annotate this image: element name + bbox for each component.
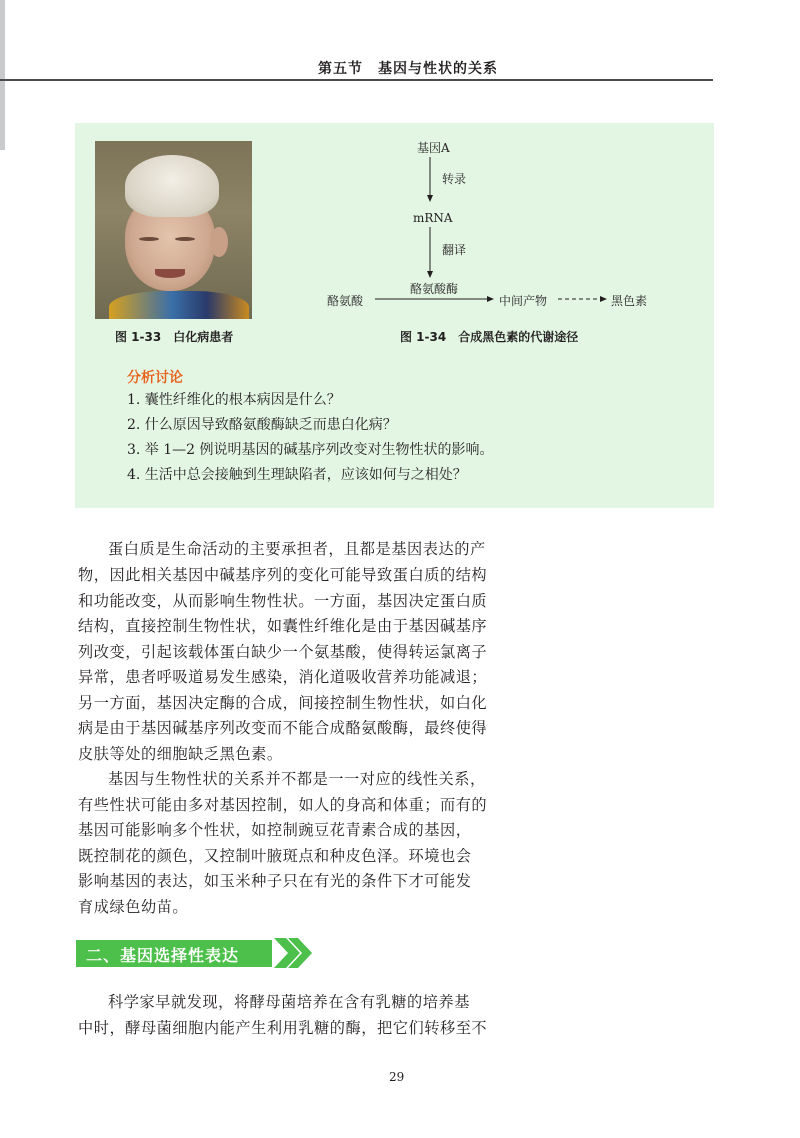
text-line: 有些性状可能由多对基因控制，如人的身高和体重；而有的	[78, 796, 488, 814]
text-line: 结构，直接控制生物性状，如囊性纤维化是由于基因碱基序	[78, 617, 488, 635]
pathway-arrows	[325, 137, 665, 317]
translation-label: 翻译	[442, 243, 467, 257]
figure-1-34-caption: 图 1-34 合成黑色素的代谢途径	[400, 330, 579, 344]
substrate-label: 酪氨酸	[327, 294, 364, 308]
question-1: 1. 囊性纤维化的根本病因是什么？	[127, 392, 341, 408]
product-label: 黑色素	[611, 294, 648, 308]
question-2: 2. 什么原因导致酪氨酸酶缺乏而患白化病？	[127, 417, 397, 433]
text-line: 育成绿色幼苗。	[78, 898, 189, 916]
analysis-title: 分析讨论	[127, 370, 183, 386]
text-line: 蛋白质是生命活动的主要承担者，且都是基因表达的产	[108, 540, 486, 558]
text-line: 异常，患者呼吸道易发生感染，消化道吸收营养功能减退；	[78, 668, 488, 686]
text-line: 科学家早就发现，将酵母菌培养在含有乳糖的培养基	[108, 993, 470, 1011]
text-line: 和功能改变，从而影响生物性状。一方面，基因决定蛋白质	[78, 592, 488, 610]
mrna-label: mRNA	[413, 211, 453, 225]
text-line: 列改变，引起该载体蛋白缺少一个氨基酸，使得转运氯离子	[78, 643, 488, 661]
text-line: 另一方面，基因决定酶的合成，间接控制生物性状，如白化	[78, 694, 488, 712]
question-4: 4. 生活中总会接触到生理缺陷者，应该如何与之相处？	[127, 467, 467, 483]
text-line: 皮肤等处的细胞缺乏黑色素。	[78, 745, 283, 763]
text-line: 影响基因的表达，如玉米种子只在有光的条件下才可能发	[78, 872, 472, 890]
melanin-pathway-diagram	[325, 137, 665, 317]
enzyme-label: 酪氨酸酶	[410, 282, 459, 296]
text-line: 中时，酵母菌细胞内能产生利用乳糖的酶，把它们转移至不	[78, 1019, 488, 1037]
text-line: 基因与生物性状的关系并不都是一一对应的线性关系，	[108, 770, 486, 788]
running-header	[0, 52, 713, 78]
text-line: 既控制花的颜色，又控制叶腋斑点和种皮色泽。环境也会	[78, 847, 472, 865]
gene-label: 基因A	[417, 141, 450, 155]
page-number: 29	[389, 1070, 405, 1084]
double-chevron-icon	[272, 936, 312, 970]
figure-and-discussion-box	[75, 123, 714, 508]
text-line: 基因可能影响多个性状，如控制豌豆花青素合成的基因，	[78, 821, 472, 839]
section-heading: 二、基因选择性表达	[86, 946, 240, 965]
albinism-patient-photo	[95, 141, 252, 319]
text-line: 病是由于基因碱基序列改变而不能合成酪氨酸酶，最终使得	[78, 719, 488, 737]
intermediate-label: 中间产物	[499, 294, 548, 308]
question-3: 3. 举 1—2 例说明基因的碱基序列改变对生物性状的影响。	[127, 442, 494, 458]
header-rule	[0, 79, 713, 81]
figure-1-33-caption: 图 1-33 白化病患者	[115, 330, 234, 344]
header-title: 第五节 基因与性状的关系	[318, 61, 498, 77]
transcription-label: 转录	[442, 172, 467, 186]
text-line: 物，因此相关基因中碱基序列的变化可能导致蛋白质的结构	[78, 566, 488, 584]
